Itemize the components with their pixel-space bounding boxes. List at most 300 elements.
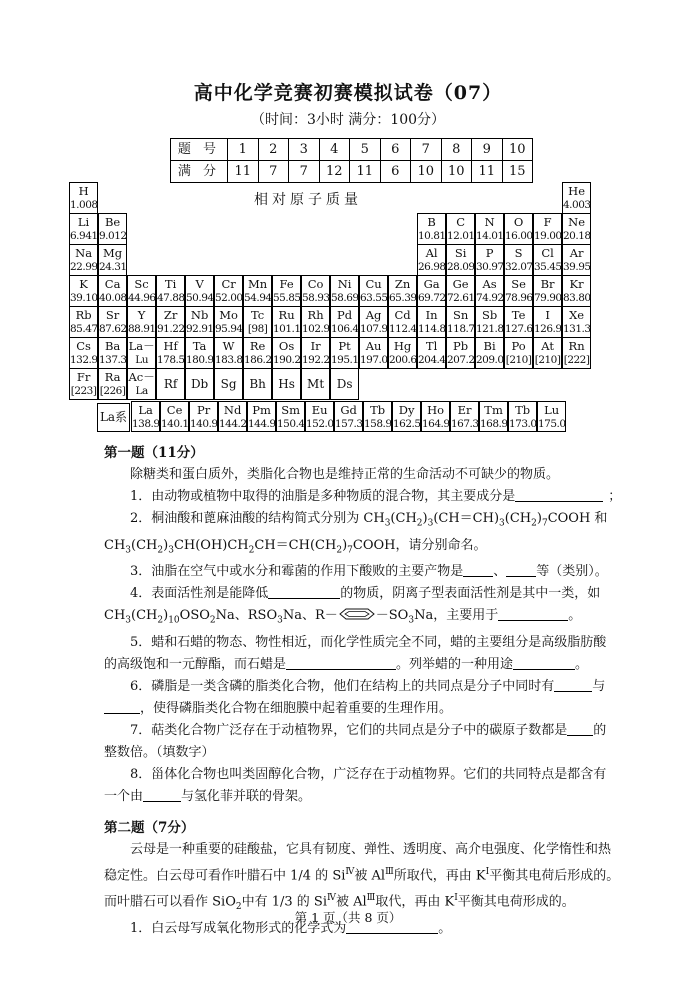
element-symbol: Cd — [394, 308, 411, 322]
element-symbol: Tl — [425, 339, 438, 353]
element-cell — [272, 368, 301, 400]
lanthanide-cell — [305, 401, 334, 432]
element-symbol: Tc — [250, 308, 265, 322]
q1-item-5-cont: 的高级饱和一元醇酯，而石蜡是 。列举蜡的一种用途 。 — [104, 656, 589, 672]
lanthanide-cell — [189, 401, 218, 432]
element-cell — [214, 275, 243, 307]
element-cell — [98, 306, 127, 338]
element-symbol: Si — [454, 246, 467, 260]
answer-blank[interactable] — [463, 562, 493, 577]
element-cell — [214, 306, 243, 338]
element-mass: [210] — [505, 354, 532, 366]
element-cell — [330, 275, 359, 307]
element-cell — [185, 306, 214, 338]
q1-item-7: 7．萜类化合物广泛存在于动植物界，它们的共同点是分子中的碳原子数都是 的 — [130, 722, 607, 738]
element-mass: 72.61 — [447, 292, 475, 304]
element-symbol: Sb — [481, 308, 498, 322]
element-symbol: Co — [307, 277, 324, 291]
element-mass: 12.01 — [447, 230, 475, 242]
element-mass: 207.2 — [447, 354, 475, 366]
score-number-cell: 8 — [441, 139, 472, 161]
element-symbol: Te — [511, 308, 526, 322]
element-mass: 138.9 — [132, 418, 160, 430]
q1-item-3: 3．油脂在空气中或水分和霉菌的作用下酸败的主要产物是 、 等（类别）。 — [130, 564, 608, 580]
element-symbol: Fe — [279, 277, 294, 291]
element-cell — [417, 213, 446, 245]
element-cell — [127, 306, 156, 338]
element-symbol: Ho — [427, 403, 445, 417]
element-cell — [301, 306, 330, 338]
element-mass: 127.6 — [505, 323, 533, 335]
element-cell — [562, 244, 591, 276]
element-cell — [533, 213, 562, 245]
element-mass: 121.8 — [476, 323, 504, 335]
element-cell — [272, 337, 301, 369]
element-cell — [446, 337, 475, 369]
page-footer: 第 1 页（共 8 页） — [294, 910, 402, 925]
score-points-cell: 7 — [258, 161, 289, 183]
element-mass: 102.9 — [302, 323, 330, 335]
element-symbol: Lu — [544, 403, 560, 417]
q1-item-6-cont: ，使得磷脂类化合物在细胞膜中起着重要的生理作用。 — [104, 698, 624, 720]
element-cell — [272, 306, 301, 338]
element-mass: 58.93 — [302, 292, 330, 304]
element-mass: 39.10 — [70, 292, 98, 304]
element-symbol: Ra — [104, 370, 121, 384]
element-symbol: Ga — [423, 277, 440, 291]
score-row-numbers — [171, 139, 533, 161]
element-symbol: In — [425, 308, 438, 322]
element-symbol: Mn — [248, 277, 268, 291]
element-cell — [475, 244, 504, 276]
element-mass: 88.91 — [128, 323, 156, 335]
element-cell — [301, 337, 330, 369]
element-symbol: Br — [540, 277, 555, 291]
element-cell — [98, 337, 127, 369]
lanthanide-cell — [334, 401, 363, 432]
element-cell — [446, 275, 475, 307]
element-symbol: Nb — [190, 308, 209, 322]
element-mass: 180.9 — [186, 354, 214, 366]
score-number-cell: 2 — [258, 139, 289, 161]
element-mass: 157.3 — [335, 418, 363, 430]
element-symbol: Nd — [223, 403, 242, 417]
element-cell — [562, 306, 591, 338]
element-symbol: Cu — [365, 277, 382, 291]
element-symbol: B — [427, 215, 436, 229]
score-row-label: 满 分 — [171, 161, 228, 183]
lanthanide-label: La系 — [97, 403, 130, 432]
score-number-cell: 5 — [350, 139, 381, 161]
element-mass: 6.941 — [70, 230, 98, 242]
element-symbol: Au — [365, 339, 382, 353]
element-mass: 9.012 — [99, 230, 127, 242]
element-symbol: Gd — [340, 403, 357, 417]
element-symbol: H — [78, 184, 89, 198]
element-mass: 114.8 — [418, 323, 446, 335]
lanthanide-cell — [479, 401, 508, 432]
score-points-cell: 10 — [411, 161, 442, 183]
answer-blank[interactable] — [286, 655, 396, 670]
element-mass: 158.9 — [364, 418, 392, 430]
element-symbol: Se — [511, 277, 526, 291]
element-symbol: Cr — [221, 277, 236, 291]
element-cell — [156, 275, 185, 307]
element-mass: 164.9 — [422, 418, 450, 430]
score-number-cell: 1 — [228, 139, 259, 161]
element-mass: 19.00 — [534, 230, 562, 242]
q1-intro: 除糖类和蛋白质外，类脂化合物也是维持正常的生命活动不可缺少的物质。 — [130, 467, 560, 482]
element-symbol: Pd — [337, 308, 353, 322]
element-symbol: Ir — [310, 339, 321, 353]
element-symbol: V — [195, 277, 204, 291]
exam-title: 高中化学竞赛初赛模拟试卷（07） — [193, 82, 503, 104]
element-mass: 112.4 — [389, 323, 417, 335]
element-cell — [417, 306, 446, 338]
element-cell — [243, 337, 272, 369]
score-points-cell: 11 — [350, 161, 381, 183]
element-mass: 47.88 — [157, 292, 185, 304]
element-symbol: Pt — [338, 339, 351, 353]
element-cell — [214, 337, 243, 369]
element-cell — [533, 275, 562, 307]
element-cell — [388, 275, 417, 307]
q1-item-4: 4．表面活性剂是能降低 的物质，阴离子型表面活性剂是其中一类，如 — [130, 586, 601, 602]
element-symbol: Rh — [307, 308, 324, 322]
q1-item-6: 6．磷脂是一类含磷的脂类化合物，他们在结构上的共同点是分子中同时有 与 — [130, 678, 606, 694]
element-mass: 95.94 — [215, 323, 243, 335]
element-cell — [127, 275, 156, 307]
element-cell — [388, 337, 417, 369]
element-symbol: Pm — [252, 403, 271, 417]
element-mass: 50.94 — [186, 292, 214, 304]
element-cell — [330, 337, 359, 369]
element-cell — [475, 213, 504, 245]
q1-item-4-cont: $CH_3(CH_2)_{10}OSO_2Na$、$RSO_3Na$、$R- -SO_3Na$，主要用于 。 — [104, 608, 582, 626]
element-mass: 140.9 — [190, 418, 218, 430]
score-number-cell: 4 — [319, 139, 350, 161]
element-symbol: Na — [75, 246, 93, 260]
q1-item-5: 5．蜡和石蜡的物态、物性相近，而化学性质完全不同，蜡的主要组分是高级脂肪酸 — [130, 634, 607, 650]
answer-blank[interactable] — [567, 721, 593, 736]
element-mass: 195.1 — [331, 354, 359, 366]
element-cell — [127, 368, 156, 400]
element-cell — [504, 213, 533, 245]
element-mass: 91.22 — [157, 323, 185, 335]
element-mass: 4.003 — [563, 199, 591, 211]
lanthanide-cell — [247, 401, 276, 432]
answer-blank[interactable] — [498, 606, 568, 621]
lanthanide-cell — [276, 401, 305, 432]
element-symbol: Sn — [452, 308, 469, 322]
element-cell — [69, 182, 98, 214]
question-body — [104, 442, 624, 940]
element-mass: 30.97 — [476, 261, 504, 273]
element-mass: 200.6 — [389, 354, 417, 366]
element-symbol: Al — [425, 246, 438, 260]
answer-blank[interactable] — [143, 787, 181, 802]
score-number-cell: 7 — [411, 139, 442, 161]
element-symbol: Ne — [568, 215, 586, 229]
element-cell — [185, 368, 214, 400]
element-mass: 10.81 — [418, 230, 446, 242]
element-mass: 167.3 — [451, 418, 479, 430]
element-symbol: Fr — [76, 370, 91, 384]
element-mass: 40.08 — [99, 292, 127, 304]
score-points-cell: 6 — [380, 161, 411, 183]
element-mass: 132.9 — [70, 354, 98, 366]
question-2-heading: 第二题（7分） — [104, 819, 195, 836]
element-symbol: Zr — [163, 308, 178, 322]
element-mass: 55.85 — [273, 292, 301, 304]
element-cell — [156, 337, 185, 369]
answer-blank[interactable] — [515, 487, 603, 502]
element-cell — [446, 213, 475, 245]
element-symbol: La－ — [128, 339, 155, 353]
element-mass: 39.95 — [563, 261, 591, 273]
lanthanide-cell — [392, 401, 421, 432]
element-mass: 24.31 — [99, 261, 127, 273]
element-cell — [533, 337, 562, 369]
element-mass: [98] — [247, 323, 268, 335]
element-cell — [98, 213, 127, 245]
element-mass: La — [135, 385, 148, 397]
element-cell — [69, 275, 98, 307]
element-symbol: Sc — [134, 277, 149, 291]
element-symbol: At — [541, 339, 554, 353]
element-symbol: F — [543, 215, 552, 229]
element-mass: [226] — [99, 385, 126, 397]
element-cell — [69, 306, 98, 338]
element-cell — [330, 368, 359, 400]
periodic-table-title: 相对原子质量 — [254, 192, 362, 208]
q1-item-8: 8．甾体化合物也叫类固醇化合物，广泛存在于动植物界。它们的共同特点是都含有 — [130, 766, 607, 782]
element-cell — [301, 275, 330, 307]
element-symbol: Ni — [337, 277, 352, 291]
element-symbol: Ag — [365, 308, 382, 322]
element-symbol: Sg — [220, 377, 237, 391]
element-mass: 14.01 — [476, 230, 504, 242]
element-symbol: Ce — [166, 403, 183, 417]
element-mass: 168.9 — [480, 418, 508, 430]
lanthanide-cell — [450, 401, 479, 432]
element-cell — [359, 275, 388, 307]
element-cell — [185, 275, 214, 307]
element-mass: [222] — [563, 354, 590, 366]
element-symbol: Ca — [104, 277, 121, 291]
element-symbol: Dy — [398, 403, 415, 417]
element-cell — [156, 368, 185, 400]
element-mass: 65.39 — [389, 292, 417, 304]
element-symbol: P — [485, 246, 494, 260]
lanthanide-cell — [363, 401, 392, 432]
element-cell — [243, 368, 272, 400]
element-cell — [504, 275, 533, 307]
element-symbol: I — [545, 308, 550, 322]
element-cell — [272, 275, 301, 307]
lanthanide-cell — [218, 401, 247, 432]
element-mass: 20.18 — [563, 230, 591, 242]
element-symbol: Eu — [311, 403, 328, 417]
element-cell — [69, 213, 98, 245]
score-points-cell: 7 — [289, 161, 320, 183]
element-mass: 52.00 — [215, 292, 243, 304]
element-symbol: Rf — [163, 377, 178, 391]
score-number-cell: 6 — [380, 139, 411, 161]
score-row-points — [171, 161, 533, 183]
element-symbol: Pr — [196, 403, 211, 417]
element-cell — [562, 337, 591, 369]
element-mass: 175.0 — [538, 418, 566, 430]
element-mass: 144.2 — [219, 418, 247, 430]
score-number-cell: 9 — [472, 139, 503, 161]
element-cell — [330, 306, 359, 338]
element-symbol: N — [484, 215, 495, 229]
score-points-cell: 12 — [319, 161, 350, 183]
element-symbol: Rb — [75, 308, 92, 322]
element-mass: 209.0 — [476, 354, 504, 366]
element-mass: 22.99 — [70, 261, 98, 273]
element-symbol: Ba — [104, 339, 121, 353]
element-symbol: C — [456, 215, 465, 229]
answer-blank[interactable] — [513, 655, 575, 670]
lanthanide-cell — [421, 401, 450, 432]
element-symbol: Y — [137, 308, 146, 322]
element-mass: 58.69 — [331, 292, 359, 304]
lanthanide-cell — [537, 401, 566, 432]
element-symbol: Er — [457, 403, 472, 417]
element-cell — [475, 275, 504, 307]
element-cell — [533, 244, 562, 276]
element-cell — [562, 182, 591, 214]
element-symbol: Hf — [163, 339, 178, 353]
element-mass: 162.5 — [393, 418, 421, 430]
element-symbol: Mt — [307, 377, 325, 391]
score-points-cell: 10 — [441, 161, 472, 183]
element-symbol: Rn — [568, 339, 585, 353]
answer-blank[interactable] — [268, 584, 340, 599]
element-symbol: Mo — [219, 308, 238, 322]
score-table — [170, 138, 533, 183]
element-mass: 44.96 — [128, 292, 156, 304]
element-cell — [243, 275, 272, 307]
element-mass: [223] — [70, 385, 97, 397]
element-mass: 28.09 — [447, 261, 475, 273]
element-cell — [504, 337, 533, 369]
element-symbol: Ac－ — [128, 370, 155, 384]
exam-subtitle: （时间：3小时 满分：100分） — [250, 112, 446, 128]
element-mass: 32.07 — [505, 261, 533, 273]
element-mass: 183.8 — [215, 354, 243, 366]
element-symbol: Ru — [278, 308, 295, 322]
element-cell — [98, 244, 127, 276]
element-cell — [69, 337, 98, 369]
element-symbol: Li — [77, 215, 90, 229]
element-symbol: Ti — [164, 277, 177, 291]
element-cell — [243, 306, 272, 338]
element-symbol: Zn — [394, 277, 411, 291]
element-symbol: Cl — [541, 246, 554, 260]
q1-item-2-cont: $CH_3(CH_2)_3CH(OH)CH_2CH=CH(CH_2)_7COOH$，请分别命名。 — [104, 537, 487, 556]
element-cell — [301, 368, 330, 400]
element-mass: 54.94 — [244, 292, 272, 304]
element-symbol: Ta — [192, 339, 207, 353]
q1-item-7-cont: 整数倍。（填数字） — [104, 744, 215, 760]
element-cell — [562, 213, 591, 245]
element-cell — [417, 337, 446, 369]
element-mass: 107.9 — [360, 323, 388, 335]
element-mass: 152.0 — [306, 418, 334, 430]
element-cell — [388, 306, 417, 338]
element-symbol: Cs — [76, 339, 91, 353]
element-mass: 35.45 — [534, 261, 562, 273]
element-cell — [69, 244, 98, 276]
element-mass: 92.91 — [186, 323, 214, 335]
element-cell — [446, 306, 475, 338]
q1-item-2: 2．桐油酸和蓖麻油酸的结构简式分别为 $CH_3(CH_2)_3(CH=CH)_3(CH_2)_7COOH$ 和 — [130, 511, 608, 529]
q2-para-1: 云母是一种重要的硅酸盐，它具有韧度、弹性、透明度、高介电强度、化学惰性和热 — [130, 841, 612, 857]
element-mass: 63.55 — [360, 292, 388, 304]
element-mass: 186.2 — [244, 354, 272, 366]
element-mass: [210] — [534, 354, 561, 366]
element-mass: 190.2 — [273, 354, 301, 366]
element-cell — [185, 337, 214, 369]
element-symbol: Hs — [278, 377, 295, 391]
element-mass: 118.7 — [447, 323, 475, 335]
element-mass: 178.5 — [157, 354, 185, 366]
score-points-cell: 11 — [472, 161, 503, 183]
element-mass: 106.4 — [331, 323, 359, 335]
element-mass: 26.98 — [418, 261, 446, 273]
score-row-label: 题 号 — [171, 139, 228, 161]
element-symbol: La — [138, 403, 153, 417]
element-mass: 150.4 — [277, 418, 305, 430]
benzene-ring-icon — [338, 607, 376, 621]
element-cell — [359, 306, 388, 338]
element-cell — [359, 337, 388, 369]
element-symbol: S — [514, 246, 523, 260]
element-cell — [156, 306, 185, 338]
answer-blank[interactable] — [104, 699, 140, 714]
q2-para-1-cont: 稳定性。白云母可看作叶腊石中 1/4 的 $Si^Ⅳ$被 $Al^Ⅲ$所取代，再由 $K^Ⅰ$平衡其电荷后形成的。 — [104, 866, 620, 884]
element-symbol: Mg — [103, 246, 123, 260]
element-symbol: Sr — [105, 308, 120, 322]
q1-item-8-cont: 一个由 与氢化菲并联的骨架。 — [104, 788, 312, 804]
element-symbol: Tm — [484, 403, 503, 417]
score-number-cell: 10 — [502, 139, 533, 161]
score-number-cell: 3 — [289, 139, 320, 161]
element-cell — [417, 275, 446, 307]
element-mass: 1.008 — [70, 199, 98, 211]
element-mass: 83.80 — [563, 292, 591, 304]
element-cell — [214, 368, 243, 400]
element-cell — [417, 244, 446, 276]
lanthanide-cell — [508, 401, 537, 432]
score-points-cell: 15 — [502, 161, 533, 183]
element-cell — [475, 337, 504, 369]
answer-blank[interactable] — [506, 562, 536, 577]
element-symbol: Ge — [452, 277, 469, 291]
element-cell — [98, 275, 127, 307]
element-mass: 79.90 — [534, 292, 562, 304]
element-symbol: Os — [278, 339, 295, 353]
element-symbol: Be — [104, 215, 121, 229]
element-symbol: Tb — [370, 403, 386, 417]
element-cell — [98, 368, 127, 400]
element-symbol: Re — [249, 339, 266, 353]
element-symbol: Bi — [483, 339, 496, 353]
answer-blank[interactable] — [554, 677, 592, 692]
